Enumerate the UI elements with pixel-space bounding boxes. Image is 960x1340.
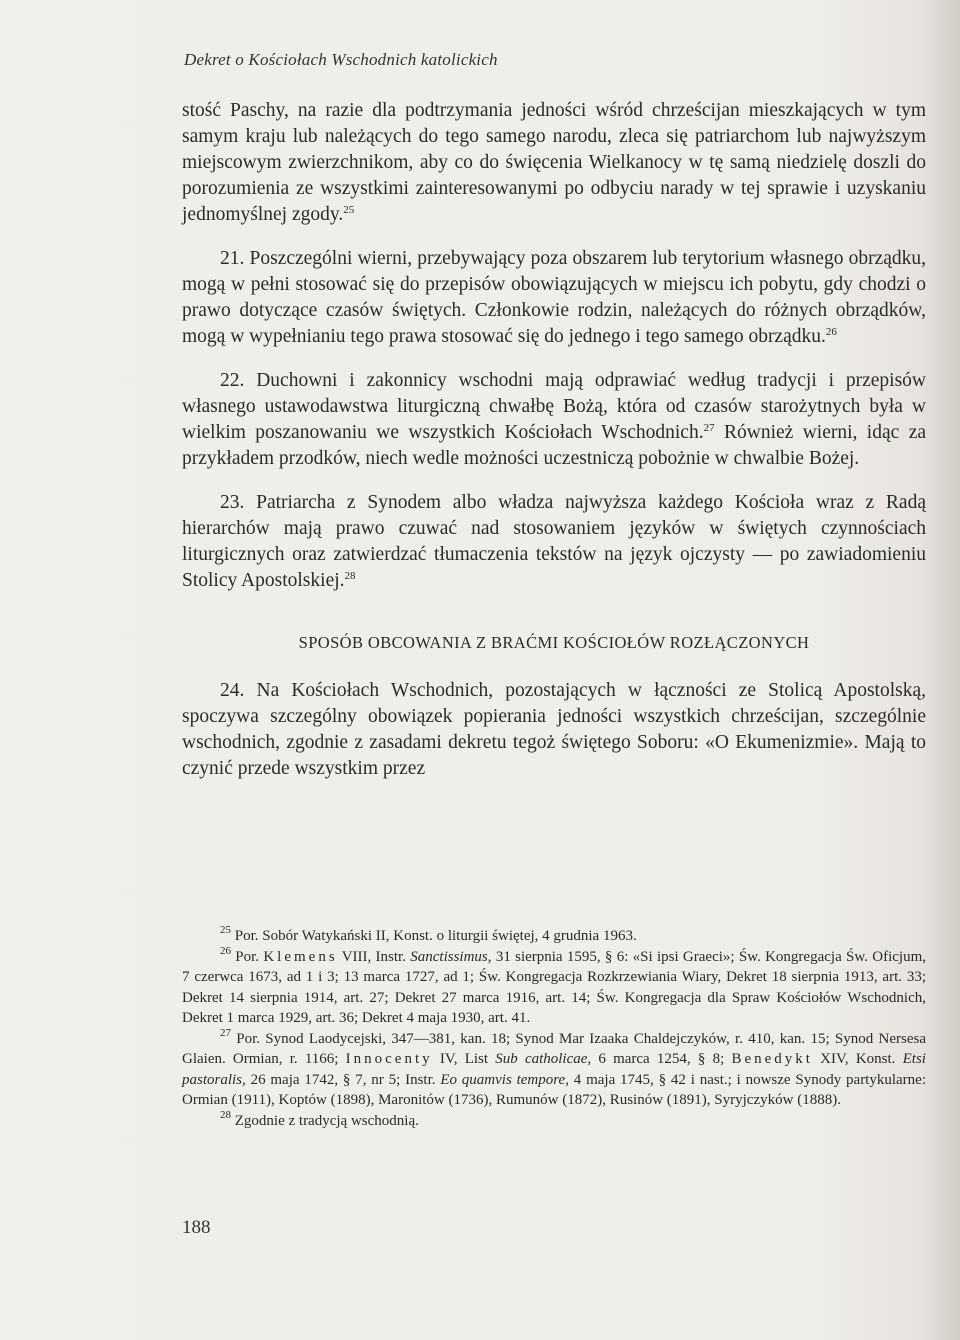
paragraph-21: 21. Poszczególni wierni, przebywający poza obszarem lub terytorium własnego obrządku, mogą w pełni stosować się do przepisów obowiązujących w miejscu ich pobytu, gdy chodzi o prawo dotyczące czasów świętych. Członkowie rodzin, należących do różnych obrządków, mogą w wypełnianiu tego prawa stosować się do jednego i tego samego obrządku.$^{26}$ — [182, 248, 926, 347]
footnote-ref: 28 — [344, 570, 356, 582]
footnote-25: $^{25}$ Por. Sobór Watykański II, Konst. o liturgii świętej, 4 grudnia 1963. — [220, 924, 637, 944]
main-text — [182, 98, 926, 782]
paragraph-continuation: stość Paschy, na razie dla podtrzymania jedności wśród chrześcijan mieszkających w tym samym kraju lub należących do tego samego narodu, zleca się patriarchom lub najwyższym miejscowym zwierzchnikom, aby co do święcenia Wielkanocy w tę samą niedzielę doszli do porozumienia ze wszystkimi zainteresowanymi po odbyciu narady w tej sprawie i uzyskaniu jednomyślnej zgody.$^{25}$ — [182, 100, 926, 225]
footnote-number: 28 — [220, 1108, 231, 1121]
footnote-26: $^{26}$ Por. Klemens VIII, Instr. Sanctissimus, 31 sierpnia 1595, § 6: «Si ipsi Graeci»; Św. Kongregacja Św. Oficjum, 7 czerwca 1673, ad 1 i 3; 13 marca 1727, ad 1; Św. Kongregacja Rozkrzewiania Wiary, Dekret 18 sierpnia 1913, art. 33; Dekret 14 sierpnia 1914, art. 27; Dekret 27 marca 1916, art. 14; Św. Kongregacja dla Spraw Kościołów Wschodnich, Dekret 1 marca 1929, art. 36; Dekret 4 maja 1930, art. 41. — [182, 944, 926, 1026]
footnote-ref: 25 — [343, 204, 355, 216]
footnote-number: 27 — [220, 1026, 231, 1039]
footnote-ref: 27 — [703, 422, 715, 434]
paragraph-22: 22. Duchowni i zakonnicy wschodni mają odprawiać według tradycji i przepisów własnego ustawodawstwa liturgiczną chwałbę Bożą, która od czasów starożytnych była w wielkim poszanowaniu we wszystkich Kościołach Wschodnich.$^{27}$ Również wierni, idąc za przykładem przodków, niech wedle możności uczestniczą pobożnie w chwalbie Bożej. — [182, 370, 927, 469]
running-header: Dekret o Kościołach Wschodnich katolickich — [184, 50, 498, 69]
footnote-28: $^{28}$ Zgodnie z tradycją wschodnią. — [220, 1108, 419, 1129]
section-heading: SPOSÓB OBCOWANIA Z BRAĆMI KOŚCIOŁÓW ROZŁĄCZONYCH — [298, 633, 810, 652]
page-number: 188 — [182, 1217, 211, 1238]
footnotes — [182, 926, 926, 1131]
footnote-number: 25 — [220, 924, 231, 936]
footnote-27: $^{27}$ Por. Synod Laodycejski, 347—381, kan. 18; Synod Mar Izaaka Chaldejczyków, r. 410, kan. 15; Synod Nersesa Glaien. Ormian, r. 1166; Innocenty IV, List Sub catholicae, 6 marca 1254, § 8; Benedykt XIV, Konst. Etsi pastoralis, 26 maja 1742, § 7, nr 5; Instr. Eo quamvis tempore, 4 maja 1745, § 42 i nast.; i nowsze Synody partykularne: Ormian (1911), Koptów (1898), Maronitów (1736), Rumunów (1872), Rusinów (1891), Syryjczyków (1888). — [182, 1026, 926, 1108]
paragraph-24: 24. Na Kościołach Wschodnich, pozostających w łączności ze Stolicą Apostolską, spoczywa szczególny obowiązek popierania jedności wszystkich chrześcijan, szczególnie wschodnich, zgodnie z zasadami dekretu tegoż świętego Soboru: «O Ekumenizmie». Mają to czynić przede wszystkim przez — [182, 680, 926, 779]
footnote-number: 26 — [220, 944, 231, 957]
paragraph-23: 23. Patriarcha z Synodem albo władza najwyższa każdego Kościoła wraz z Radą hierarchów mają prawo czuwać nad stosowaniem języków w świętych czynnościach liturgicznych oraz zatwierdzać tłumaczenia tekstów na język ojczysty — po zawiadomieniu Stolicy Apostolskiej.$^{28}$ — [182, 492, 926, 591]
footnote-ref: 26 — [825, 326, 837, 338]
